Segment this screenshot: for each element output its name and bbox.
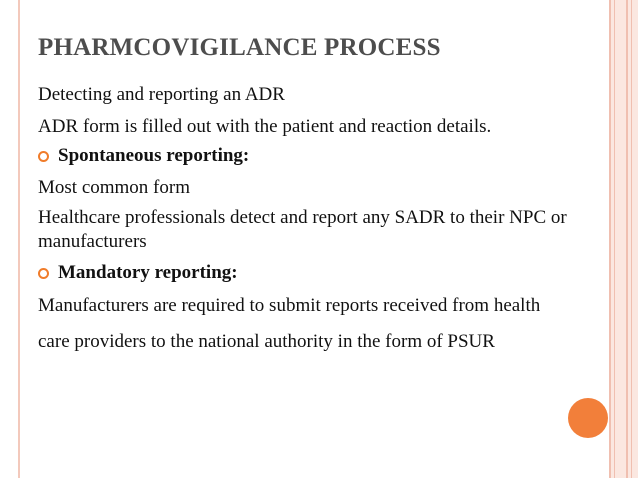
band-stripe <box>631 0 632 478</box>
bullet-label: Mandatory reporting: <box>58 262 238 283</box>
bullet-spontaneous <box>38 144 249 168</box>
band-stripe <box>609 0 611 478</box>
slide-title: PHARMCOVIGILANCE PROCESS <box>38 34 441 61</box>
body-line: ADR form is filled out with the patient and reaction details. <box>38 116 492 137</box>
orange-circle-decoration <box>568 398 608 438</box>
body-line: care providers to the national authority in the form of PSUR <box>38 331 495 352</box>
ring-bullet-icon <box>38 151 49 162</box>
body-line: Most common form <box>38 177 190 198</box>
body-line: Manufacturers are required to submit reports received from health <box>38 295 541 316</box>
band-stripe <box>626 0 628 478</box>
bullet-label: Spontaneous reporting: <box>58 145 250 166</box>
left-margin-line <box>18 0 20 478</box>
bullet-mandatory <box>38 261 238 285</box>
ring-bullet-icon <box>38 268 49 279</box>
body-line: Detecting and reporting an ADR <box>38 84 285 105</box>
body-line: Healthcare professionals detect and report any SADR to their NPC or manufacturers <box>38 207 567 252</box>
band-stripe <box>614 0 615 478</box>
